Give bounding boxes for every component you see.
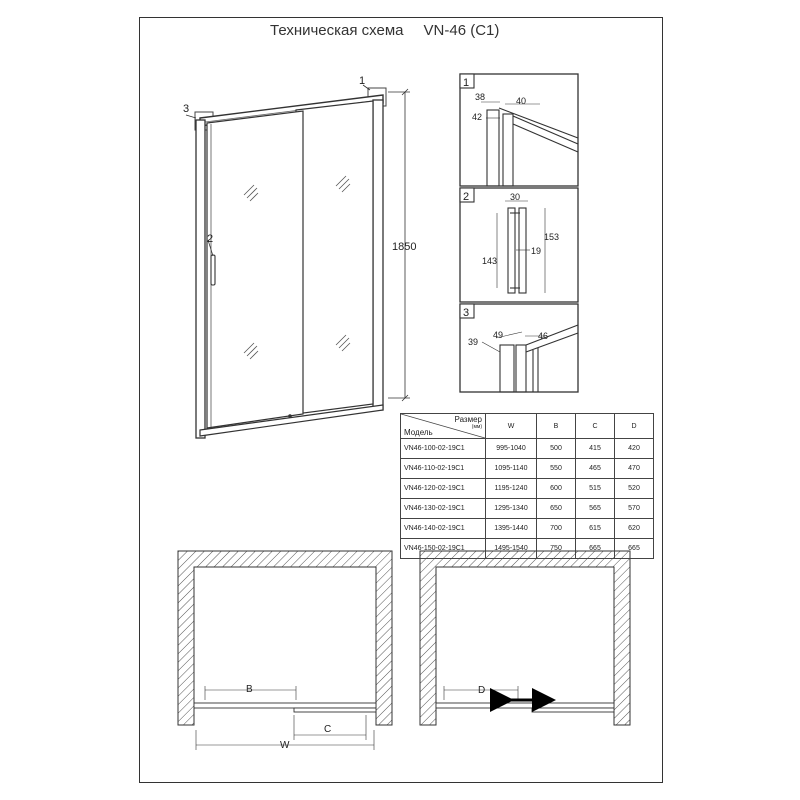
table-header-d: D [615,414,654,439]
table-row [401,499,654,519]
door-elevation [183,75,416,438]
table-cell-b: 550 [537,459,576,479]
plan-left-label-c: C [324,724,332,735]
table-corner-unit: (мм) [471,424,482,430]
table-cell-model: VN46-110-02-19C1 [401,459,486,479]
detail-1-dim-a: 38 [475,92,486,102]
table-cell-c: 565 [576,499,615,519]
callout-1-label: 1 [359,75,366,87]
callout-2-label: 2 [207,233,214,245]
table-cell-w: 1095-1140 [486,459,537,479]
table-cell-d: 420 [615,439,654,459]
detail-3-panel [460,304,578,392]
table-cell-model: VN46-100-02-19C1 [401,439,486,459]
table-cell-c: 465 [576,459,615,479]
detail-1-panel [460,74,578,186]
table-cell-b: 500 [537,439,576,459]
detail-3-dim-a: 49 [493,330,504,340]
table-cell-w: 1195-1240 [486,479,537,499]
table-cell-model: VN46-130-02-19C1 [401,499,486,519]
table-cell-w: 1495-1540 [486,539,537,559]
detail-1-dim-c: 42 [472,112,483,122]
right-wall-profile [373,100,383,410]
detail-3-dim-c: 39 [468,337,479,347]
table-cell-b: 600 [537,479,576,499]
fixed-panel [296,101,373,414]
table-row [401,459,654,479]
table-cell-model: VN46-140-02-19C1 [401,519,486,539]
callout-3-label: 3 [183,103,190,115]
plan-right-label-d: D [478,685,486,696]
table-corner-size: Размер [454,415,482,424]
plan-left-label-w: W [280,740,290,751]
detail-2-dim-total: 153 [544,232,560,242]
table-corner-model: Модель [404,428,433,437]
title-text: Техническая схема [270,22,404,39]
table-cell-w: 995-1040 [486,439,537,459]
table-row [401,519,654,539]
table-header-w: W [486,414,537,439]
detail-2-dim-width: 30 [510,192,521,202]
table-cell-d: 620 [615,519,654,539]
detail-2-number: 2 [463,191,470,203]
detail-3-dim-b: 46 [538,331,549,341]
table-header-c: C [576,414,615,439]
table-cell-model: VN46-150-02-19C1 [401,539,486,559]
table-row [401,539,654,559]
detail-1-number: 1 [463,77,470,89]
table-cell-c: 615 [576,519,615,539]
table-row [401,479,654,499]
table-cell-b: 650 [537,499,576,519]
table-header-b: B [537,414,576,439]
door-handle [211,255,215,285]
sliding-panel [207,111,303,428]
table-cell-c: 415 [576,439,615,459]
table-cell-b: 700 [537,519,576,539]
detail-2-panel [460,188,578,302]
table-corner-cell [401,414,486,439]
height-dimension-label: 1850 [392,241,417,253]
table-cell-d: 665 [615,539,654,559]
plan-view-right [420,551,630,725]
table-cell-w: 1395-1440 [486,519,537,539]
detail-2-dim-depth: 19 [531,246,542,256]
plan-left-sliding-panel [294,708,376,712]
table-cell-w: 1295-1340 [486,499,537,519]
plan-left-label-b: B [246,684,253,695]
size-table [400,413,654,559]
title-model: VN-46 (C1) [423,22,500,39]
table-cell-model: VN46-120-02-19C1 [401,479,486,499]
detail-2-dim-grip: 143 [482,256,498,266]
plan-left-fixed-panel [194,703,376,708]
plan-right-sliding-panel [532,708,614,712]
table-cell-d: 520 [615,479,654,499]
plan-view-left [178,551,392,751]
table-cell-b: 750 [537,539,576,559]
detail-1-dim-b: 40 [516,96,527,106]
table-row [401,439,654,459]
table-cell-c: 515 [576,479,615,499]
left-wall-profile [196,120,205,438]
table-cell-c: 665 [576,539,615,559]
detail-3-number: 3 [463,307,470,319]
plan-right-fixed-panel [436,703,614,708]
table-cell-d: 470 [615,459,654,479]
table-cell-d: 570 [615,499,654,519]
